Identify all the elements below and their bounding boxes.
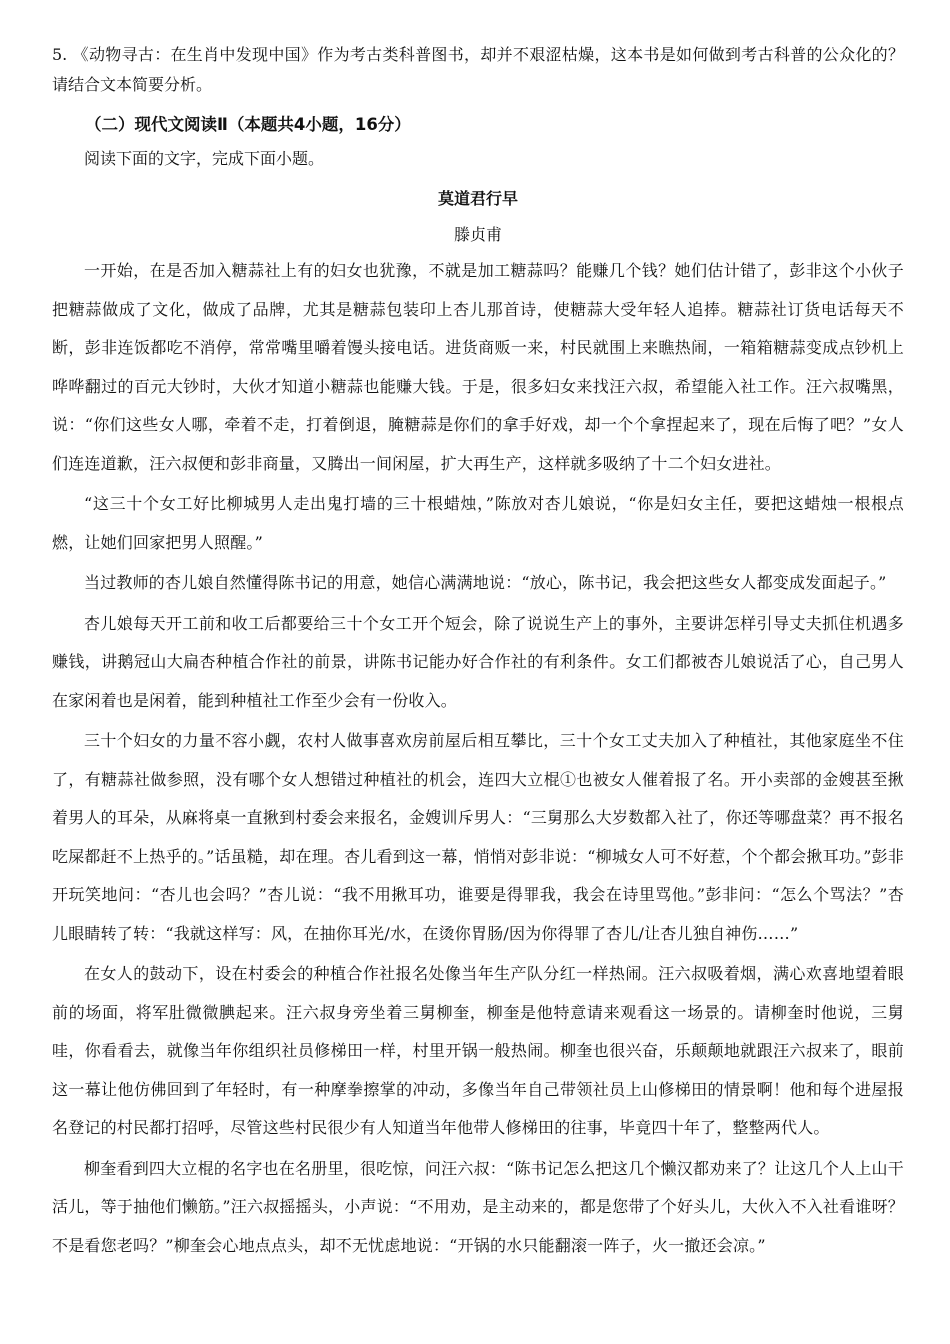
- story-paragraph: 杏儿娘每天开工前和收工后都要给三十个女工开个短会，除了说说生产上的事外，主要讲怎样引导丈夫抓住机遇多赚钱，讲鹅冠山大扁杏种植合作社的前景，讲陈书记能办好合作社的有利条件。女工们都被杏儿娘说活了心，自己男人在家闲着也是闲着，能到种植社工作至少会有一份收入。: [52, 613, 904, 710]
- story-title: 莫道君行早: [437, 189, 518, 208]
- question-5: 5. 《动物寻古：在生肖中发现中国》作为考古类科普图书，却并不艰涩枯燥，这本书是如何做到考古科普的公众化的？请结合文本简要分析。: [52, 45, 904, 94]
- story-paragraph: 当过教师的杏儿娘自然懂得陈书记的用意，她信心满满地说：“放心，陈书记，我会把这些女人都变成发面起子。”: [84, 573, 887, 592]
- story-paragraph: 一开始，在是否加入糖蒜社上有的妇女也犹豫，不就是加工糖蒜吗？能赚几个钱？她们估计错了，彭非这个小伙子把糖蒜做成了文化，做成了品牌，尤其是糖蒜包装印上杏儿那首诗，使糖蒜大受年轻人追捧。糖蒜社订货电话每天不断，彭非连饭都吃不消停，常常嘴里嚼着馒头接电话。进货商贩一来，村民就围上来瞧热闹，一箱箱糖蒜变成点钞机上哗哗翻过的百元大钞时，大伙才知道小糖蒜也能赚大钱。于是，很多妇女来找汪六叔，希望能入社工作。汪六叔嘴黑，说：“你们这些女人哪，牵着不走，打着倒退，腌糖蒜是你们的拿手好戏，却一个个拿捏起来了，现在后悔了吧？”女人们连连道歉，汪六叔便和彭非商量，又腾出一间闲屋，扩大再生产，这样就多吸纳了十二个妇女进社。: [52, 261, 904, 473]
- story-paragraph: 柳奎看到四大立棍的名字也在名册里，很吃惊，问汪六叔：“陈书记怎么把这几个懒汉都劝来了？让这几个人上山干活儿，等于抽他们懒筋。”汪六叔摇摇头，小声说：“不用劝，是主动来的，都是您带了个好头儿，大伙入不入社看谁呀？不是看您老吗？”柳奎会心地点点头，却不无忧虑地说：“开锅的水只能翻滚一阵子，火一撤还会凉。”: [52, 1158, 904, 1255]
- reading-instruction: 阅读下面的文字，完成下面小题。: [84, 149, 325, 168]
- section-heading: （二）现代文阅读Ⅱ（本题共4小题，16分）: [85, 115, 411, 134]
- story-paragraph: 三十个妇女的力量不容小觑，农村人做事喜欢房前屋后相互攀比，三十个女工丈夫加入了种植社，其他家庭坐不住了，有糖蒜社做参照，没有哪个女人想错过种植社的机会，连四大立棍①也被女人催着报了名。开小卖部的金嫂甚至揪着男人的耳朵，从麻将桌一直揪到村委会来报名，金嫂训斥男人：“三舅那么大岁数都入社了，你还等哪盘菜？再不报名吃屎都赶不上热乎的。”话虽糙，却在理。杏儿看到这一幕，悄悄对彭非说：“柳城女人可不好惹，个个都会揪耳功。”彭非开玩笑地问：“杏儿也会吗？”杏儿说：“我不用揪耳功，谁要是得罪我，我会在诗里骂他。”彭非问：“怎么个骂法？”杏儿眼睛转了转：“我就这样写：风，在抽你耳光/水，在烫你胃肠/因为你得罪了杏儿/让杏儿独自神伤……”: [52, 731, 904, 943]
- story-author: 滕贞甫: [453, 225, 502, 244]
- story-paragraph: 在女人的鼓动下，设在村委会的种植合作社报名处像当年生产队分红一样热闹。汪六叔吸着烟，满心欢喜地望着眼前的场面，将军肚微微腆起来。汪六叔身旁坐着三舅柳奎，柳奎是他特意请来观看这一场景的。请柳奎时他说，三舅哇，你看看去，就像当年你组织社员修梯田一样，村里开锅一般热闹。柳奎也很兴奋，乐颠颠地就跟汪六叔来了，眼前这一幕让他仿佛回到了年轻时，有一种摩拳擦掌的冲动，多像当年自己带领社员上山修梯田的情景啊！他和每个进屋报名登记的村民都打招呼，尽管这些村民很少有人知道当年他带人修梯田的往事，毕竟四十年了，整整两代人。: [52, 964, 904, 1137]
- document-page: [52, 40, 904, 1265]
- story-paragraph: “这三十个女工好比柳城男人走出鬼打墙的三十根蜡烛，”陈放对杏儿娘说，“你是妇女主任，要把这蜡烛一根根点燃，让她们回家把男人照醒。”: [52, 494, 904, 552]
